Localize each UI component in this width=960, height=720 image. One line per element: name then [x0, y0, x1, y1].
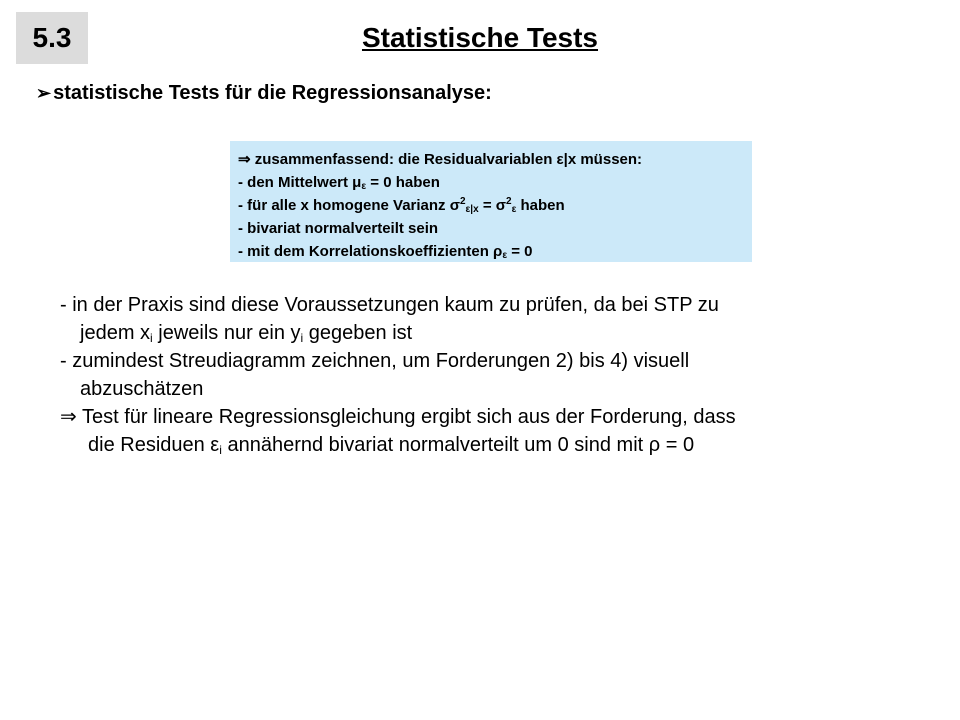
- page-title: Statistische Tests: [361, 22, 599, 53]
- slide-number: 5.3: [32, 22, 72, 53]
- summary-item-bivariate: - bivariat normalverteilt sein: [238, 220, 439, 237]
- summary-item-mean-sub: ε: [361, 181, 367, 192]
- body-text: [60, 291, 736, 459]
- body-p3-line2-sub: i: [219, 443, 222, 457]
- body-p1-line2-b: jeweils nur ein y: [152, 322, 301, 344]
- section-heading: [36, 82, 492, 105]
- body-p2-line1: - zumindest Streudiagramm zeichnen, um Forderungen 2) bis 4) visuell: [60, 350, 690, 372]
- summary-item-correlation: [238, 240, 752, 263]
- summary-box: [230, 141, 752, 262]
- body-p1-line2-sub2: i: [300, 331, 304, 345]
- body-p1-line2-a: jedem x: [80, 322, 151, 344]
- summary-item-variance-sub2: ε: [511, 204, 517, 215]
- summary-item-variance-text: - für alle x homogene Varianz σ: [238, 197, 460, 214]
- summary-item-mean-end: = 0 haben: [366, 174, 440, 191]
- summary-intro-text: zusammenfassend: die Residualvariablen ε|x müssen:: [254, 151, 643, 168]
- summary-item-variance-sub1: ε|x: [465, 204, 479, 215]
- summary-item-variance-mid: = σ: [478, 197, 507, 214]
- summary-item-correlation-end: = 0: [507, 243, 533, 260]
- body-p2-line2: abzuschätzen: [80, 378, 204, 400]
- implies-arrow-icon: ⇒: [238, 151, 251, 168]
- body-p3-line2: [60, 431, 736, 459]
- summary-item-variance-end: haben: [516, 197, 565, 214]
- body-p3-line2-b: annähernd bivariat normalverteilt um 0 sind mit ρ = 0: [221, 434, 695, 456]
- body-p1-line2-c: gegeben ist: [303, 322, 413, 344]
- summary-intro: [238, 148, 752, 171]
- summary-item-correlation-text: - mit dem Korrelationskoeffizienten ρ: [238, 243, 503, 260]
- summary-item-mean: [238, 171, 752, 194]
- body-p1-line2-sub1: i: [150, 331, 153, 345]
- body-p3-line1: [60, 403, 736, 431]
- body-p1-line2: [60, 319, 736, 347]
- summary-item-variance-sup2: 2: [506, 196, 512, 207]
- body-p3-line2-a: die Residuen ε: [88, 434, 220, 456]
- implies-arrow-icon: ⇒: [60, 406, 77, 428]
- body-p3-line1-text: Test für lineare Regressionsgleichung ergibt sich aus der Forderung, dass: [76, 406, 736, 428]
- summary-item-mean-text: - den Mittelwert μ: [238, 174, 362, 191]
- arrow-bullet-icon: ➢: [36, 83, 52, 103]
- body-p1-line1: - in der Praxis sind diese Voraussetzungen kaum zu prüfen, da bei STP zu: [60, 294, 719, 316]
- section-heading-text: statistische Tests für die Regressionsanalyse:: [53, 82, 492, 104]
- summary-item-variance-sup1: 2: [459, 196, 466, 207]
- summary-item-correlation-sub: ε: [502, 250, 508, 261]
- summary-item-variance: [238, 194, 752, 217]
